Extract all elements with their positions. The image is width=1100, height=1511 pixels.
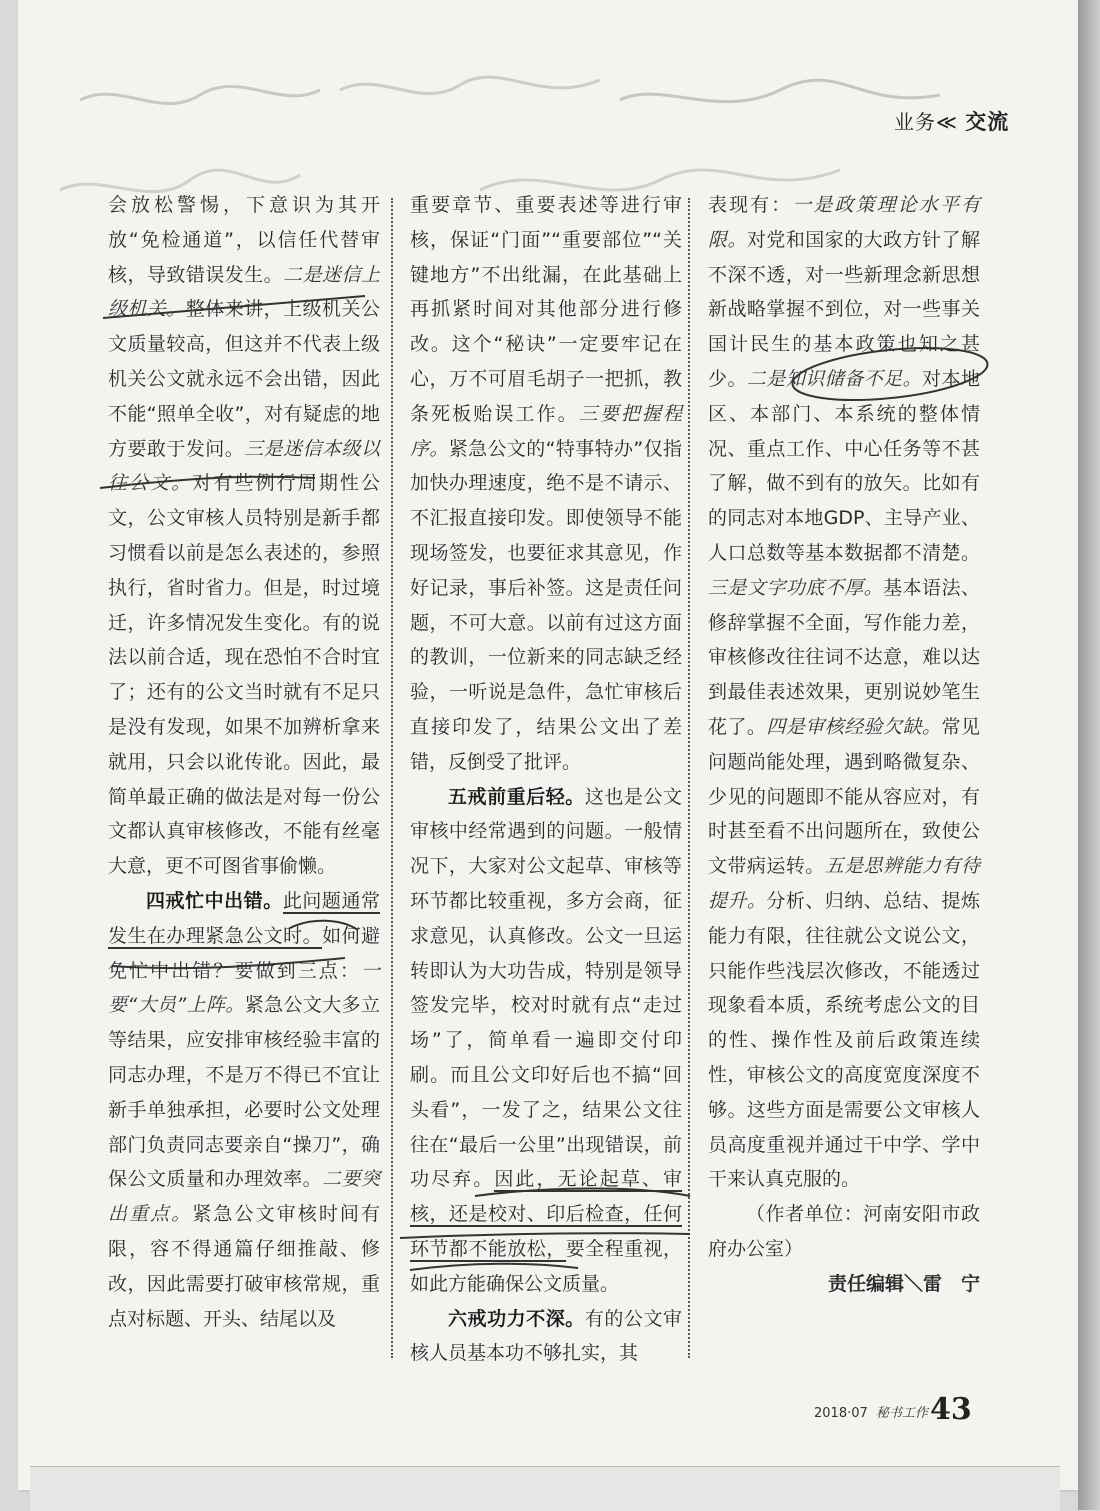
italic-subpoint: 三要把握程序。 xyxy=(410,402,682,460)
section-heading: 五戒前重后轻。 xyxy=(448,785,585,808)
text-run: 常见问题尚能处理，遇到略微复杂、少见的问题即不能从容应对，有时甚至看不出问题所在，致使公文带病运转。 xyxy=(708,715,980,878)
text-run: 基本语法、修辞掌握不全面，写作能力差，审核修改往往词不达意，难以达到最佳表述效果，更别说妙笔生花了。 xyxy=(708,576,980,738)
section-heading: 六戒功力不深。 xyxy=(448,1307,585,1330)
text-run: 对有些例行周期性公文，公文审核人员特别是新手都习惯看以前是怎么表述的，参照执行，省时省力。但是，时过境迁，许多情况发生变化。有的说法以前合适，现在恐怕不合时宜了；还有的公文当时就有不足只是没有发现，如果不加辨析拿来就用，只会以讹传讹。因此，最简单最正确的做法是对每一份公文都认真审核修改，不能有丝毫大意，更不可图省事偷懒。 xyxy=(108,472,380,878)
text-run: 表现有： xyxy=(708,194,793,216)
italic-subpoint: 二要突出重点。 xyxy=(108,1168,380,1226)
handwritten-underlined-phrase: 三是迷信本级以往公文。 xyxy=(108,437,380,495)
page-number: 43 xyxy=(930,1392,972,1427)
paragraph xyxy=(410,188,682,780)
italic-subpoint: 四是审核经验欠缺。 xyxy=(766,715,942,738)
page-footer xyxy=(814,1402,932,1421)
text-run: 分析、归纳、总结、提炼能力有限，往往就公文说公文，只能作些浅层次修改，不能透过现象看本质，系统考虑公文的目的性、操作性及前后政策连续性，审核公文的高度宽度深度不够。这些方面是需要公文审核人员高度重视并通过干中学、学中干来认真克服的。 xyxy=(708,889,980,1191)
underlined-phrase: 因此，无论起草、审核，还是校对、印后检查，任何环节都不能放松， xyxy=(410,1168,682,1260)
scan-bottom-strip xyxy=(30,1466,1060,1511)
journal-name: 秘书工作 xyxy=(875,1406,928,1421)
section-heading: 四戒忙中出错。 xyxy=(146,889,283,912)
underlined-phrase: 此问题通常发生在办理紧急公文时。 xyxy=(108,889,380,947)
paragraph xyxy=(410,780,682,1302)
text-run: 紧急公文审核时间有限，容不得通篇仔细推敲、修改，因此需要打破审核常规，重点对标题、开头、结尾以及 xyxy=(108,1203,380,1330)
italic-subpoint: 三是文字功底不厚。 xyxy=(708,576,884,599)
text-run: 会放松警惕，下意识为其开放“免检通道”，以信任代替审核，导致错误发生。 xyxy=(108,194,380,286)
text-column-3 xyxy=(708,188,980,1302)
section-main-label: 交流 xyxy=(965,110,1010,134)
text-run: 如何避免忙中出错？要做到三点： xyxy=(108,924,380,982)
italic-subpoint: 一要“大员”上阵。 xyxy=(108,959,380,1017)
paragraph xyxy=(108,884,380,1336)
text-column-2 xyxy=(410,188,682,1371)
column-divider xyxy=(391,198,393,1358)
circled-subpoint: 二是知识储备不足。 xyxy=(746,367,923,390)
text-run: 要全程重视，如此方能确保公文质量。 xyxy=(410,1237,682,1295)
text-run: 对党和国家的大政方针了解不深不透，对一些新理念新思想新战略掌握不到位，对一些事关国计民生的基本政策也知之甚少。 xyxy=(708,228,980,390)
handwritten-underlined-phrase: 二是迷信上级机关。 xyxy=(108,263,380,321)
text-run: 重要章节、重要表述等进行审核，保证“门面”“重要部位”“关键地方”不出纰漏，在此基础上再抓紧时间对其他部分进行修改。这个“秘诀”一定要牢记在心，万不可眉毛胡子一把抓，教条死板贻误工作。 xyxy=(410,194,682,425)
scan-edge xyxy=(1078,0,1100,1510)
text-column-1 xyxy=(108,188,380,1336)
text-run: 紧急公文大多立等结果，应安排审核经验丰富的同志办理，不是万不得已不宜让新手单独承担，必要时公文处理部门负责同志要亲自“操刀”，确保公文质量和办理效率。 xyxy=(108,994,380,1191)
italic-subpoint: 一是政策理论水平有限。 xyxy=(708,194,980,251)
author-credit: （作者单位：河南安阳市政府办公室） xyxy=(708,1203,980,1260)
paragraph xyxy=(108,188,380,884)
paragraph xyxy=(410,1302,682,1372)
section-header xyxy=(894,106,1009,136)
responsible-editor: 责任编辑＼雷 宁 xyxy=(827,1272,980,1295)
section-label: 业务≪ xyxy=(894,110,958,134)
text-run: 这也是公文审核中经常遇到的问题。一般情况下，大家对公文起草、审核等环节都比较重视，多方会商，征求意见，认真修改。公文一旦运转即认为大功告成，特别是领导签发完毕，校对时就有点“走过场”了，简单看一遍即交付印刷。而且公文印好后也不搞“回头看”，一发了之，结果公文往往在“最后一公里”出现错误，前功尽弃。 xyxy=(410,785,682,1191)
issue-date: 2018·07 xyxy=(814,1406,868,1421)
paragraph xyxy=(708,188,980,1197)
text-run: 有的公文审核人员基本功不够扎实，其 xyxy=(410,1307,682,1365)
text-run: 整体来讲，上级机关公文质量较高，但这并不代表上级机关公文就永远不会出错，因此不能“照单全收”，对有疑虑的地方要敢于发问。 xyxy=(108,298,380,460)
text-run: 对本地区、本部门、本系统的整体情况、重点工作、中心任务等不甚了解，做不到有的放矢。比如有的同志对本地GDP、主导产业、人口总数等基本数据都不清楚。 xyxy=(708,367,980,564)
italic-subpoint: 五是思辨能力有待提升。 xyxy=(708,855,980,912)
text-run: 紧急公文的“特事特办”仅指加快办理速度，绝不是不请示、不汇报直接印发。即使领导不能现场签发，也要征求其意见，作好记录，事后补签。这是责任问题，不可大意。以前有过这方面的教训，一位新来的同志缺乏经验，一听说是急件，急忙审核后直接印发了，结果公文出了差错，反倒受了批评。 xyxy=(410,437,682,773)
column-divider xyxy=(688,198,690,1358)
